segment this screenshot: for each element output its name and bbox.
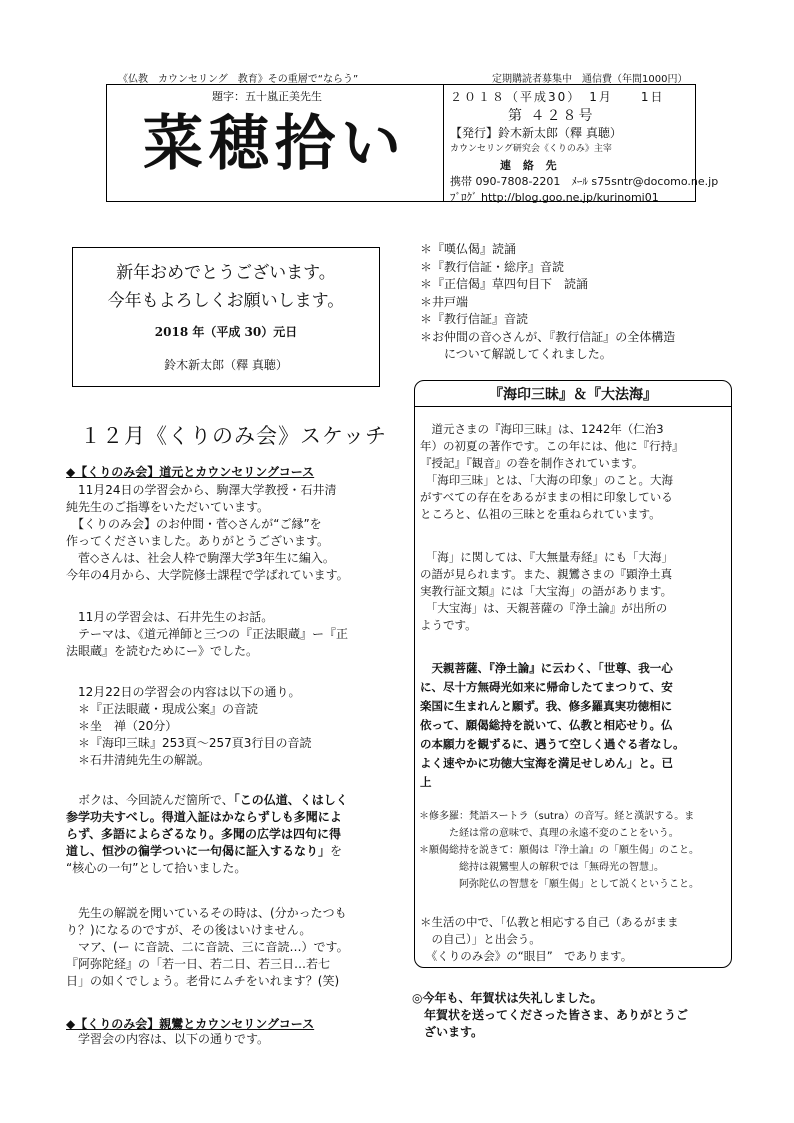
quoted-passage: の本願力を観ずるに、遇うて空しく過ぐる者なし。 (420, 737, 685, 751)
text-line: 「大宝海」は、天親菩薩の『浄土論』が出所の (420, 601, 668, 615)
text-line: 『授記』『観音』の巻を制作されています。 (420, 456, 644, 470)
quoted-passage: 参学功夫すべし。得道入証はかならずしも多聞によ (66, 810, 342, 824)
list-item: ＊『嘆仏偈』読誦 (420, 242, 517, 256)
text-line: テーマは、《道元禅師と三つの『正法眼蔵』ー『正 (66, 627, 349, 641)
quoted-passage: 依って、願偈総持を説いて、仏教と相応せり。仏 (420, 718, 673, 732)
reference-paragraph (420, 421, 684, 523)
greeting-signature: 鈴木新太郎（釋 真聴） (164, 358, 288, 372)
text-line: ◎今年も、年賀状は失礼しました。 (412, 991, 603, 1005)
masthead-motto: 《仏教 カウンセリング 教育》その重層で“ならう” (118, 74, 359, 85)
text-line: 年）の初夏の著作です。この年には、他に『行持』 (420, 439, 684, 453)
article-paragraph (66, 482, 349, 584)
section-heading-shinran: ◆【くりのみ会】親鸞とカウンセリングコース (66, 1017, 315, 1031)
list-item: ＊『海印三昧』253頁～257頁3行目の音読 (66, 736, 312, 750)
footnote: ＊修多羅：梵語スートラ（sutra）の音写。経と漢訳する。ま (419, 811, 695, 822)
reference-title: 『海印三昧』＆『大法海』 (489, 387, 657, 403)
text-line: 《くりのみ会》の“眼目” であります。 (420, 949, 633, 963)
key-phrase-paragraph (66, 792, 348, 877)
text-line: “核心の一句”として拾いました。 (66, 861, 247, 875)
quoted-passage: 楽国に生まれんと願ず。我、修多羅真実功徳相に (420, 699, 673, 713)
text-line: ところと、仏祖の三昧とを重ねられています。 (420, 507, 661, 521)
organization: カウンセリング研究会《くりのみ》主宰 (450, 144, 612, 154)
article-paragraph (66, 905, 349, 990)
quoted-passage: 道し、恒沙の徧学ついに一句偈に証入するなり」 (66, 844, 331, 858)
greeting-date: 2018 年（平成 30）元日 (154, 325, 298, 339)
text-line: 【くりのみ会】のお仲間・菅◇さんが“ご縁”を (66, 517, 322, 531)
text-line: 学習会の内容は、以下の通りです。 (66, 1032, 270, 1046)
footnote: 阿弥陀仏の智慧を「願生偈」として説くということ。 (419, 879, 699, 890)
text-line: 12月22日の学習会の内容は以下の通り。 (66, 685, 301, 699)
text-line: 先生の解説を聞いているその時は、(分かったつも (66, 906, 347, 920)
list-item: ＊石井清純先生の解説。 (66, 753, 211, 767)
text-line: 法眼蔵』を読むためにー》でした。 (66, 644, 259, 658)
text-line: 11月の学習会は、石井先生のお話。 (66, 610, 274, 624)
footnotes (419, 808, 699, 893)
text-line: 「海印三昧」とは、「大海の印象」のこと。大海 (420, 473, 673, 487)
jodoron-quotation (420, 659, 685, 792)
list-item: ＊井戸端 (420, 294, 469, 309)
greeting-line-2: 今年もよろしくお願いします。 (107, 291, 345, 311)
closing-note (412, 990, 688, 1041)
text-line: ＊生活の中で、「仏教と相応する自己（あるがまま (420, 915, 679, 929)
quoted-passage: に、尽十方無碍光如来に帰命したてまつりて、安 (420, 680, 673, 694)
text-line: 実教行証文類』には「大宝海」の語があります。 (420, 584, 673, 598)
text-line: マア、(ー に音読、二に音読、三に音読…）です。 (66, 940, 349, 954)
text-line: を (330, 844, 343, 858)
reference-paragraph (420, 549, 673, 634)
reference-conclusion (420, 914, 679, 965)
calligraphy-credit: 題字：五十嵐正美先生 (212, 90, 322, 103)
footnote: た経は常の意味で、真理の永遠不変のことをいう。 (419, 828, 679, 839)
quoted-passage: らず、多語によらざるなり。多聞の広学は四句に得 (66, 827, 342, 841)
section-heading-dogen: ◆【くりのみ会】道元とカウンセリングコース (66, 465, 315, 479)
study-agenda-shinran (420, 241, 675, 364)
quoted-passage: よく速やかに功徳大宝海を満足せしめん」と。已 (420, 756, 673, 770)
text-line: がすべての存在をあるがままの相に印象している (420, 490, 673, 504)
text-line: り？)になるのですが、その後はいけません。 (66, 923, 312, 937)
list-item: ＊『教行信証』音読 (420, 312, 529, 326)
newsletter-title: 菜穂拾い (143, 109, 407, 179)
subscription-notice: 定期購読者募集中 通信費（年間1000円） (492, 74, 688, 85)
quoted-passage: 天親菩薩、『浄土論』に云わく、「世尊、我一心 (420, 661, 673, 675)
contact-blog: ﾌﾞﾛｸﾞ http://blog.goo.ne.jp/kurinomi01 (450, 191, 659, 204)
text-line: 「海」に関しては、『大無量寿経』にも「大海」 (420, 550, 673, 564)
text-line: 純先生のご指導をいただいています。 (66, 500, 270, 514)
text-line: 作ってくださいました。ありがとうございます。 (66, 534, 330, 548)
issue-number: 第 ４２８号 (508, 108, 595, 124)
text-line: 11月24日の学習会から、駒澤大学教授・石井清 (66, 483, 337, 497)
footnote: 総持は親鸞聖人の解釈では「無碍光の智慧」。 (419, 862, 664, 873)
publisher: 【発行】鈴木新太郎（釋 真聴） (450, 126, 622, 140)
list-item: ＊『正法眼蔵・現成公案』の音読 (66, 702, 259, 716)
list-item: ＊お仲間の音◇さんが、『教行信証』の全体構造 (420, 329, 676, 344)
article-paragraph (66, 609, 348, 660)
quoted-passage: 上 (420, 775, 432, 789)
greeting-line-1: 新年おめでとうございます。 (116, 263, 336, 283)
list-item: について解説してくれました。 (420, 347, 612, 361)
text-line: ざいます。 (412, 1025, 484, 1039)
study-agenda-december (66, 684, 311, 769)
text-line: の語が見られます。また、親鸞さまの『顕浄土真 (420, 567, 673, 581)
text-line: ボクは、今回読んだ箇所で、 (66, 793, 234, 807)
footnote: ＊願偈総持を説きて：願偈は『浄土論』の「願生偈」のこと。 (419, 845, 699, 856)
quoted-passage: 「この仏道、くはしく (233, 793, 348, 807)
text-line: 『阿弥陀経』の「若一日、若二日、若三日…若七 (66, 957, 331, 971)
article-title: １２月《くりのみ会》スケッチ (80, 424, 387, 448)
text-line: 年賀状を送ってくださった皆さま、ありがとうご (412, 1008, 689, 1022)
text-line: 道元さまの『海印三昧』は、1242年（仁治3 (420, 422, 664, 436)
text-line: 今年の4月から、大学院修士課程で学ばれています。 (66, 568, 349, 582)
reference-title-rule (414, 406, 732, 407)
text-line: 日」の如くでしょう。老骨にムチをいれます？(笑) (66, 974, 340, 988)
contact-label: 連 絡 先 (500, 159, 561, 172)
text-line: の自己）」と出会う。 (420, 932, 541, 946)
list-item: ＊『正信偈』草四句目下 読誦 (420, 277, 589, 291)
contact-mobile: 携帯 090-7808-2201 ﾒｰﾙ s75sntr@docomo.ne.jp (450, 175, 719, 188)
masthead-divider (443, 84, 444, 202)
text-line: ようです。 (420, 618, 477, 632)
list-item: ＊坐 禅（20分） (66, 719, 178, 733)
list-item: ＊『教行信証・総序』音読 (420, 259, 565, 274)
text-line: 菅◇さんは、社会人枠で駒澤大学3年生に編入。 (66, 551, 335, 565)
issue-date: ２０１８（平成30） 1月 1日 (450, 90, 665, 104)
